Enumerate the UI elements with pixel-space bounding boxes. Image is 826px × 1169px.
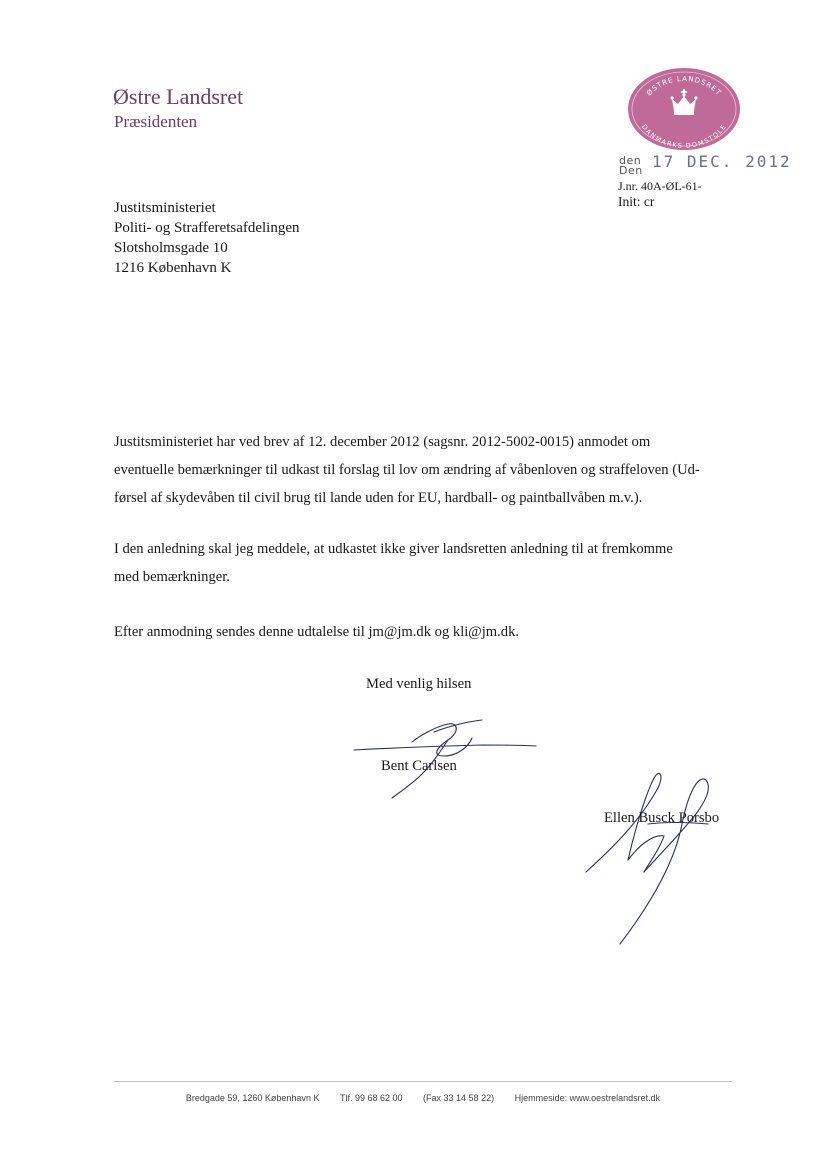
seal-bottom-text: DANMARKS DOMSTOLE [640, 122, 729, 150]
closing-greeting: Med venlig hilsen [366, 676, 472, 692]
signatory-2-name: Ellen Busck Porsbo [604, 810, 720, 826]
signature-bent-carlsen [352, 712, 552, 802]
received-date-stamp: 17 DEC. 2012 [652, 152, 792, 171]
stamp-prefix [619, 156, 643, 176]
recipient-line: Slotsholmsgade 10 [114, 240, 228, 256]
stamp-prefix-line1: den [619, 154, 642, 167]
footer-website: Hjemmeside: www.oestrelandsret.dk [514, 1093, 661, 1103]
footer-divider [114, 1081, 732, 1082]
body-line: I den anledning skal jeg meddele, at udkastet ikke giver landsretten anledning til at fremkomme [114, 541, 673, 557]
footer-address: Bredgade 59, 1260 København K [185, 1093, 320, 1103]
stamp-prefix-line2: Den [619, 164, 643, 177]
court-seal-icon [626, 66, 742, 152]
footer-fax: (Fax 33 14 58 22) [423, 1093, 495, 1103]
recipient-line: Politi- og Strafferetsafdelingen [114, 220, 300, 236]
body-paragraph-1 [114, 428, 730, 512]
initials: Init: cr [618, 194, 655, 209]
recipient-line: Justitsministeriet [114, 200, 216, 216]
journal-number: J.nr. 40A-ØL-61- [618, 179, 702, 193]
signature-ellen-busck-porsbo [578, 764, 728, 949]
seal-top-text: ØSTRE LANDSRET [645, 74, 723, 98]
court-subtitle: Præsidenten [114, 112, 198, 131]
footer-phone: Tlf. 99 68 62 00 [339, 1093, 403, 1103]
recipient-line: 1216 København K [114, 260, 232, 276]
body-line: Justitsministeriet har ved brev af 12. december 2012 (sagsnr. 2012-5002-0015) anmodet om [114, 434, 651, 450]
signatory-1-name: Bent Carlsen [381, 758, 457, 774]
body-paragraph-3 [114, 618, 730, 646]
body-line: eventuelle bemærkninger til udkast til forslag til lov om ændring af våbenloven og straffeloven (Ud- [114, 462, 700, 478]
body-paragraph-2 [114, 535, 730, 591]
recipient-address [114, 198, 300, 278]
body-line: med bemærkninger. [114, 569, 230, 585]
body-line: førsel af skydevåben til civil brug til lande uden for EU, hardball- og paintballvåben m.v.). [114, 490, 643, 506]
footer [114, 1093, 732, 1103]
body-line: Efter anmodning sendes denne udtalelse til jm@jm.dk og kli@jm.dk. [114, 624, 520, 640]
court-name: Østre Landsret [113, 84, 244, 109]
